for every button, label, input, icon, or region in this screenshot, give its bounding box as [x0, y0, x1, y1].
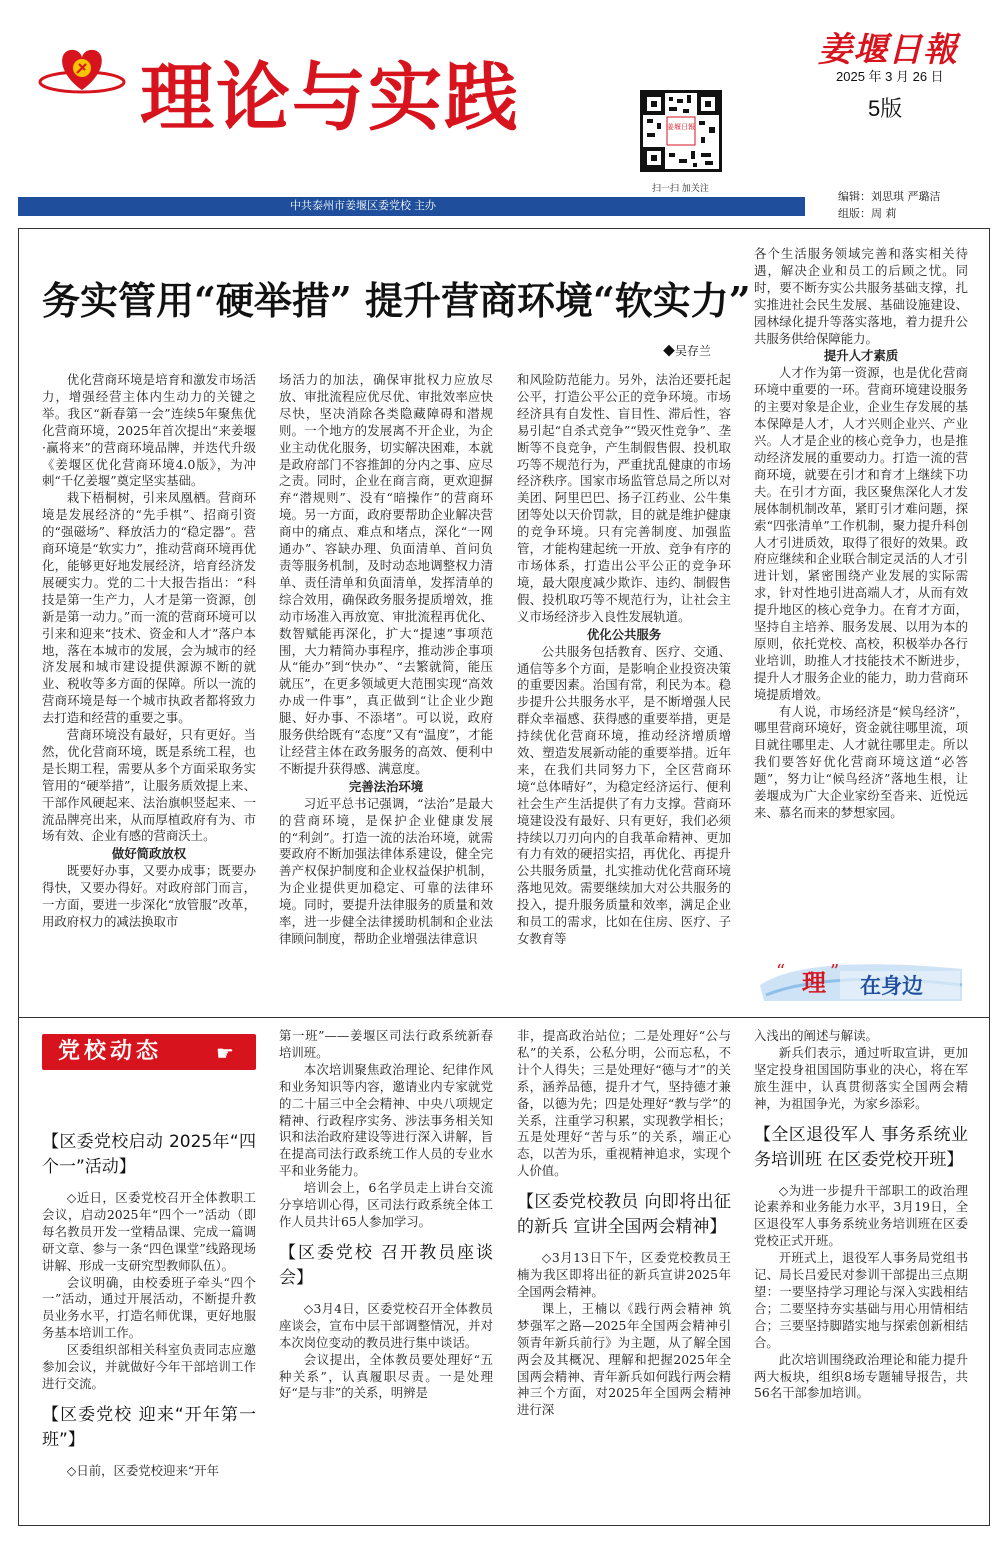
paragraph: 人才作为第一资源，也是优化营商环境中重要的一环。营商环境建设服务的主要对象是企业，企业生存发展的基本保障是人才，人才兴则企业兴、产业兴。人才是企业的核心竞争力，也是推动经济发展的重要动力。打造一流的营商环境，就要在引才和育才上继续下功夫。在引才方面，我区聚焦深化人才发展体制机制改革，紧盯引才难问题，探索“四张清单”工作机制，聚力提升科创人才引进质效，取得了很好的效果。政府应继续和企业联合制定灵活的人才引进计划，紧密围绕产业发展的实际需求，针对性地引进高端人才，从而有效提升地区的核心竞争力。在育才方面，坚持自主培养、服务发展、以用为本的原则，依托党校、高校，积极举办各行业培训，助推人才技能技术不断进步，提升人才服务企业的能力，助力营商环境提质增效。 [754, 365, 968, 702]
section-divider [18, 1017, 990, 1018]
paragraph: 此次培训围绕政治理论和能力提升两大板块，组织8场专题辅导报告，共56名干部参加培训。 [754, 1351, 968, 1401]
paragraph: 第一班”——姜堰区司法行政系统新春培训班。 [279, 1028, 493, 1060]
publication-date: 2025 年 3 月 26 日 [836, 69, 944, 84]
news-column-2 [279, 1028, 493, 1523]
paragraph: 非，提高政治站位；二是处理好“公与私”的关系，公私分明，公而忘私，不计个人得失；三是处理好“德与才”的关系，涵养品德，提升才气，坚持德才兼备，以德为先；四是处理好“教与学”的关系，注重学习积累，实现教学相长；五是处理好“苦与乐”的关系，端正心态，以苦为乐，重视精神追求，实现个人价值。 [517, 1028, 731, 1179]
paragraph: 会议提出，全体教员要处理好“五种关系”，认真履职尽责。一是处理好“是与非”的关系，明辨是 [279, 1351, 493, 1401]
news-heading: 【全区退役军人 事务系统业务培训班 在区委党校开班】 [754, 1124, 968, 1170]
paragraph: 营商环境没有最好，只有更好。当然，优化营商环境，既是系统工程，也是长期工程，需要从多个方面采取务实管用的“硬举措”，让服务质效提上来、干部作风硬起来、法治旗帜竖起来、一流品牌亮出来，从而厚植政府有为、市场有效、企业有感的营商沃土。 [42, 727, 256, 844]
paragraph: 场活力的加法，确保审批权力应放尽放、审批流程应优尽优、审批效率应快尽快，坚决消除各类隐藏障碍和潜规则。一个地方的发展离不开企业，为企业主动优化服务，切实解决困难，本就是政府部门不容推卸的分内之事、应尽之责。同时，企业在商言商，更欢迎摒弃“潜规则”、没有“暗操作”的营商环境。另一方面，政府要帮助企业解决营商中的痛点、难点和堵点，深化“一网通办”、容缺办理、负面清单、首问负责等服务机制，及时动态地调整权力清单、责任清单和负面清单，发挥清单的综合效用，确保政务服务提质增效，推动市场准入再放宽、审批流程再优化、数智赋能再深化，扩大“提速”事项范围，大力精简办事程序，推动涉企事项从“能办”到“快办”、“去繁就简，能压就压”，在更多领域更大范围实现“高效办成一件事”，真正做到“让企业少跑腿、好办事、不添堵”。可以说，政府服务供给既有“态度”又有“温度”，才能让经营主体在政务服务的高效、便利中不断提升获得感、满意度。 [279, 372, 493, 776]
party-news-banner-text: 党校动态 [58, 1039, 163, 1064]
paragraph: 入浅出的阐述与解读。 [754, 1028, 878, 1043]
page-number: 5版 [868, 96, 903, 121]
li-zai-shen-bian-badge [756, 955, 966, 1007]
article-column-1 [42, 372, 256, 1012]
subheading: 提升人才素质 [823, 348, 899, 364]
badge-char: 理 [802, 968, 826, 997]
paragraph: ◇近日，区委党校召开全体教职工会议，启动2025年“四个一”活动（即每名教员开发一堂精品课、完成一篇调研文章、参与一条“四色课堂”线路现场讲解、形成一支研究型教师队伍）。 [42, 1190, 256, 1273]
frame-rule-bottom [18, 1525, 990, 1526]
article-headline: 务实管用“硬举措” 提升营商环境“软实力” [42, 278, 751, 323]
layout-editor-line: 组版：周 莉 [838, 207, 897, 220]
paragraph: ◇3月13日下午，区委党校教员王楠为我区即将出征的新兵宣讲2025年全国两会精神。 [517, 1250, 731, 1299]
article-column-4 [754, 246, 968, 948]
paragraph: ◇日前，区委党校迎来“开年 [66, 1462, 219, 1478]
editor-line: 编辑：刘思琪 严璐洁 [838, 190, 941, 203]
paragraph: 培训会上，6名学员走上讲台交流分享培训心得，区司法行政系统全体工作人员共计65人参加学习。 [279, 1180, 493, 1229]
paragraph: ◇3月4日，区委党校召开全体教员座谈会，宣布中层干部调整情况，并对本次岗位变动的教员进行集中谈话。 [279, 1300, 493, 1350]
section-title: 理论与实践 [140, 55, 520, 141]
news-column-1 [42, 1120, 256, 1520]
paragraph: 开班式上，退役军人事务局党组书记、局长吕爱民对参训干部提出三点期望：一要坚持学习理论与深入实践相结合；二要坚持夯实基础与用心用情相结合；三要坚持脚踏实地与探索创新相结合。 [754, 1250, 968, 1350]
qr-label: 姜堰日報 [667, 123, 695, 131]
qr-caption: 扫一扫 加关注 [652, 184, 709, 194]
subheading: 完善法治环境 [348, 778, 424, 794]
paragraph: 有人说，市场经济是“候鸟经济”，哪里营商环境好，资金就往哪里流，项目就往哪里走、人才就往哪里走。所以我们要答好优化营商环境这道“必答题”，努力让“候鸟经济”落地生根，让姜堰成为广大企业家纷至沓来、近悦远来、慕名而来的梦想家园。 [754, 703, 968, 820]
paragraph: 习近平总书记强调，“法治”是最大的营商环境，是保护企业健康发展的“利剑”。打造一流的法治环境，就需要政府不断加强法律体系建设，健全完善产权保护制度和企业权益保护机制，为企业提供更加稳定、可靠的法律环境。同时，要提升法律服务的质量和效率，进一步健全法律援助机制和企业法律顾问制度，帮助企业增强法律意识 [279, 795, 493, 946]
subheading: 优化公共服务 [586, 626, 662, 642]
paragraph: 会议明确，由校委班子牵头“四个一”活动，通过开展活动，不断提升教员业务水平，打造名师优课，更好地服务基本培训工作。 [42, 1274, 256, 1341]
paragraph: 既要好办事，又要办成事；既要办得快，又要办得好。对政府部门而言，一方面，要进一步深化“放管服”改革，用政府权力的减法换取市 [42, 863, 256, 930]
frame-rule-top [18, 228, 990, 229]
article-column-3 [517, 372, 731, 1012]
subheading: 做好简政放权 [111, 846, 187, 862]
paragraph: 公共服务包括教育、医疗、交通、通信等多个方面，是影响企业投资决策的重要因素。治国有常，利民为本。稳步提升公共服务水平，是不断增强人民群众幸福感、获得感的重要举措，更是持续优化营商环境，推动经济增质增效、塑造发展新动能的重要举措。近年来，在我们共同努力下，全区营商环境“总体晴好”，为稳定经济运行、便利社会生产生活提供了有力支撑。营商环境建设没有最好、只有更好，我们必须持续以刀刃向内的自我革命精神、更加有力有效的硬招实招，再优化、再提升公共服务质量，扎实推动优化营商环境落地见效。需要继续加大对公共服务的投入，提升服务质量和效率，满足企业和员工的需求，比如在住房、医疗、子女教育等 [517, 643, 731, 946]
news-heading: 【区委党校 召开教员座谈会】 [279, 1242, 493, 1288]
svg-text:”: ” [830, 961, 840, 982]
svg-text:“: “ [776, 961, 786, 982]
news-heading: 【区委党校 迎来“开年第一班”】 [42, 1404, 256, 1450]
paragraph: 栽下梧桐树，引来凤凰栖。营商环境是发展经济的“先手棋”、招商引资的“强磁场”、释放活力的“稳定器”。营商环境是“软实力”，推动营商环境再优化，能够更好地发展经济，培育经济发展硬实力。党的二十大报告指出：“科技是第一生产力，人才是第一资源，创新是第一动力。”而一流的营商环境可以引来和迎来“技术、资金和人才”落户本地，落在本城市的发展，会为城市的经济发展和城市建设提供源源不断的就业、税收等多方面的保障。所以一流的营商环境是每一个城市执政者都将致力去打造和经营的重要之事。 [42, 490, 256, 726]
news-heading: 【区委党校启动 2025年“四个一”活动】 [42, 1132, 256, 1177]
paragraph: 本次培训聚焦政治理论、纪律作风和业务知识等内容，邀请业内专家就党的二十届三中全会精神、中央八项规定精神、行政程序实务、涉法事务相关知识和法治政府建设等进行深入讲解，旨在提高司法行政系统工作人员的专业水平和业务能力。 [279, 1061, 493, 1179]
paragraph: 和风险防范能力。另外，法治还要托起公平，打造公平公正的竞争环境。市场经济具有自发性、盲目性、滞后性，容易引起“自杀式竞争”“毁灭性竞争”、垄断等不良竞争，产生制假售假、投机取巧等不规范行为，严重扰乱健康的市场经济秩序。国家市场监管总局之所以对美团、阿里巴巴、扬子江药业、公牛集团等处以天价罚款，目的就是维护健康的竞争环境。只有完善制度、加强监管，才能构建起统一开放、竞争有序的市场体系，打造出公平公正的竞争环境，最大限度减少欺诈、违约、制假售假、投机取巧等不规范行为，让社会主义市场经济步入良性发展轨道。 [517, 372, 731, 624]
frame-rule-left [18, 228, 19, 1525]
news-column-4 [754, 1028, 968, 1523]
party-school-logo [36, 40, 128, 100]
news-column-3 [517, 1028, 731, 1523]
paragraph: ◇为进一步提升干部职工的政治理论素养和业务能力水平，3月19日，全区退役军人事务系统业务培训班在区委党校正式开班。 [754, 1182, 968, 1249]
paragraph: 新兵们表示，通过听取宣讲，更加坚定投身祖国国防事业的决心，将在军旅生涯中，认真贯彻落实全国两会精神，为祖国争光，为家乡添彩。 [754, 1044, 968, 1111]
paragraph: 区委组织部相关科室负责同志应邀参加会议，并就做好今年干部培训工作进行交流。 [42, 1342, 256, 1391]
news-heading: 【区委党校教员 向即将出征的新兵 宣讲全国两会精神】 [517, 1192, 731, 1238]
paragraph: 课上，王楠以《践行两会精神 筑梦强军之路—2025年全国两会精神引领青年新兵前行》为主题，从了解全国两会及其概况、理解和把握2025年全国两会精神、青年新兵如何践行两会精神三个方面，对2025年全国两会精神进行深 [517, 1300, 731, 1418]
qr-code [640, 90, 722, 172]
paragraph: 各个生活服务领域完善和落实相关待遇，解决企业和员工的后顾之忧。同时，要不断夯实公共服务基础支撑，扎实推进社会民生发展、基础设施建设、园林绿化提升等落实落地，着力提升公共服务供给保障能力。 [754, 246, 968, 346]
article-column-2 [279, 372, 493, 1012]
editor-credits [838, 188, 941, 222]
host-text: 中共泰州市姜堰区委党校 主办 [290, 200, 437, 212]
paragraph: 优化营商环境是培育和激发市场活力，增强经营主体内生动力的关键之举。我区“新春第一会”连续5年聚焦优化营商环境，2025年首次提出“来姜堰·赢将来”的营商环境品牌，并迭代升级《姜堰区优化营商环境4.0版》，为冲刺“千亿姜堰”奠定坚实基础。 [42, 372, 256, 489]
newspaper-name: 姜堰日報 [818, 30, 958, 70]
badge-text: 在身边 [860, 974, 923, 998]
article-byline: ◆吴存兰 [663, 344, 712, 358]
pointing-hand-icon: ☛ [216, 1041, 234, 1065]
frame-rule-right [989, 228, 990, 1525]
